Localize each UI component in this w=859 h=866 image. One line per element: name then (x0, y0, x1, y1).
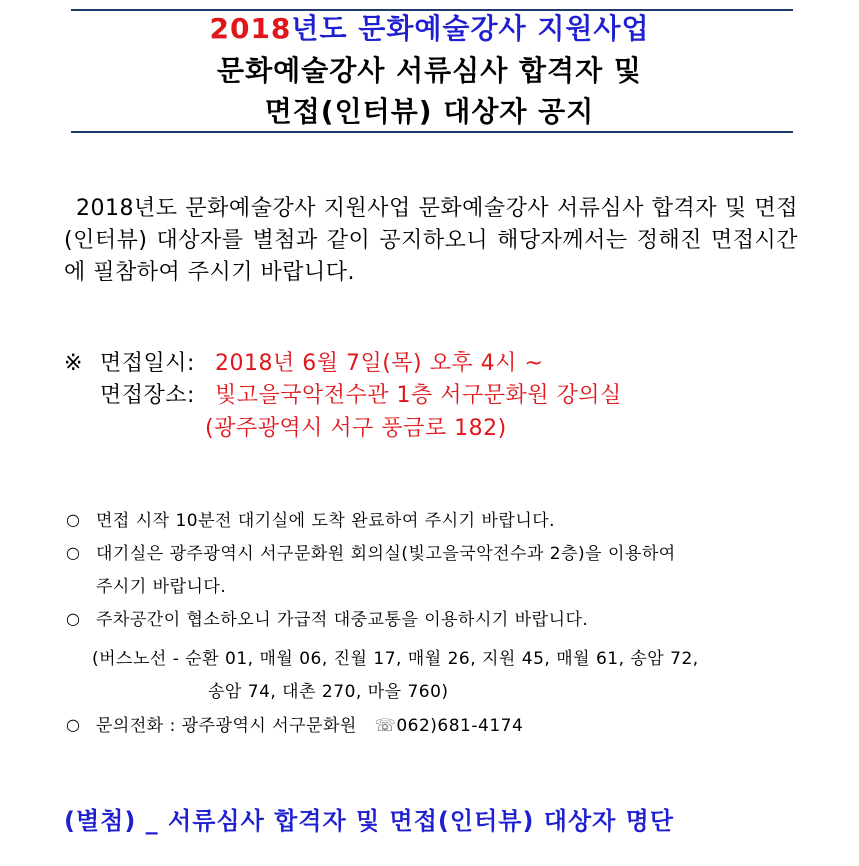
title-line-1 (0, 12, 859, 46)
bus-routes-line-2: 송암 74, 대촌 270, 마을 760) (208, 682, 449, 702)
phone-number: 062)681-4174 (396, 716, 524, 736)
interview-address: (광주광역시 서구 풍금로 182) (205, 416, 507, 441)
note-item-2: 대기실은 광주광역시 서구문화원 회의실(빛고을국악전수과 2층)을 이용하여 (96, 544, 676, 564)
phone-icon: ☏ (374, 716, 397, 736)
interview-date-label: 면접일시: (100, 351, 195, 376)
note-item-3: 주차공간이 협소하오니 가급적 대중교통을 이용하시기 바랍니다. (96, 610, 589, 630)
interview-place-label: 면접장소: (100, 383, 195, 408)
schedule-mark: ※ (64, 351, 83, 376)
title-program: 문화예술강사 지원사업 (358, 12, 650, 45)
title-year-suffix: 년도 (291, 12, 348, 45)
bullet-icon: ○ (66, 715, 80, 734)
contact-info (96, 715, 523, 737)
intro-paragraph: 2018년도 문화예술강사 지원사업 문화예술강사 서류심사 합격자 및 면접(인터뷰) 대상자를 별첨과 같이 공지하오니 해당자께서는 정해진 면접시간에 필참하여 주시기 바랍니다. (64, 196, 798, 285)
contact-label: 문의전화 : 광주광역시 서구문화원 (96, 716, 357, 736)
interview-place-value: 빛고을국악전수관 1층 서구문화원 강의실 (215, 383, 622, 408)
title-bottom-rule (71, 131, 793, 133)
title-top-rule (71, 9, 793, 11)
note-item-1: 면접 시작 10분전 대기실에 도착 완료하여 주시기 바랍니다. (96, 511, 556, 531)
title-year: 2018 (209, 12, 292, 45)
bullet-icon: ○ (66, 543, 80, 562)
attachment-heading: (별첨) _ 서류심사 합격자 및 면접(인터뷰) 대상자 명단 (64, 807, 675, 835)
bullet-icon: ○ (66, 609, 80, 628)
title-line-3: 면접(인터뷰) 대상자 공지 (264, 95, 595, 128)
bus-routes-line-1: (버스노선 - 순환 01, 매월 06, 진월 17, 매월 26, 지원 45, 매월 61, 송암 72, (92, 649, 699, 669)
title-line-2: 문화예술강사 서류심사 합격자 및 (217, 54, 642, 87)
bullet-icon: ○ (66, 510, 80, 529)
interview-date-value: 2018년 6월 7일(목) 오후 4시 ~ (215, 351, 544, 376)
note-item-2-cont: 주시기 바랍니다. (96, 577, 227, 597)
